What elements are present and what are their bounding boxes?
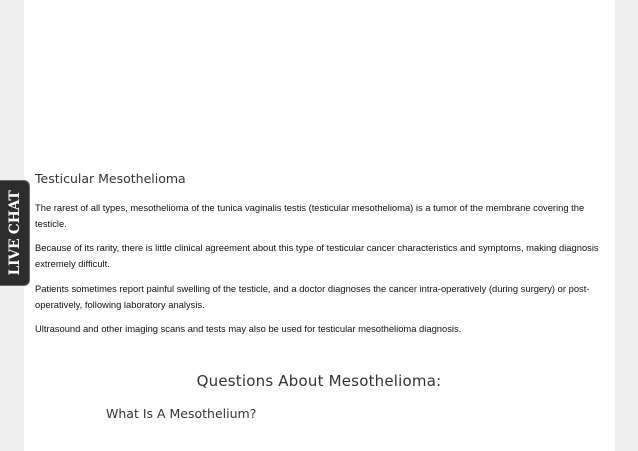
article-paragraph: Because of its rarity, there is little clinical agreement about this type of testicular cancer characteristics and symptoms, making diagnosis extremely difficult. bbox=[35, 242, 599, 269]
section-title: Testicular Mesothelioma bbox=[35, 171, 186, 186]
article-paragraph: The rarest of all types, mesothelioma of the tunica vaginalis testis (testicular mesothelioma) is a tumor of the membrane covering the testicle. bbox=[35, 202, 585, 229]
article-paragraph: Patients sometimes report painful swelling of the testicle, and a doctor diagnoses the cancer intra-operatively (during surgery) or post-operatively, following laboratory analysis. bbox=[35, 283, 590, 310]
faq-question-item[interactable]: What Is A Mesothelium? bbox=[106, 406, 257, 421]
live-chat-label: LIVE CHAT bbox=[6, 190, 23, 276]
faq-heading: Questions About Mesothelioma: bbox=[196, 372, 442, 390]
live-chat-button[interactable] bbox=[0, 180, 30, 286]
article-paragraph: Ultrasound and other imaging scans and tests may also be used for testicular mesothelioma diagnosis. bbox=[35, 323, 462, 334]
